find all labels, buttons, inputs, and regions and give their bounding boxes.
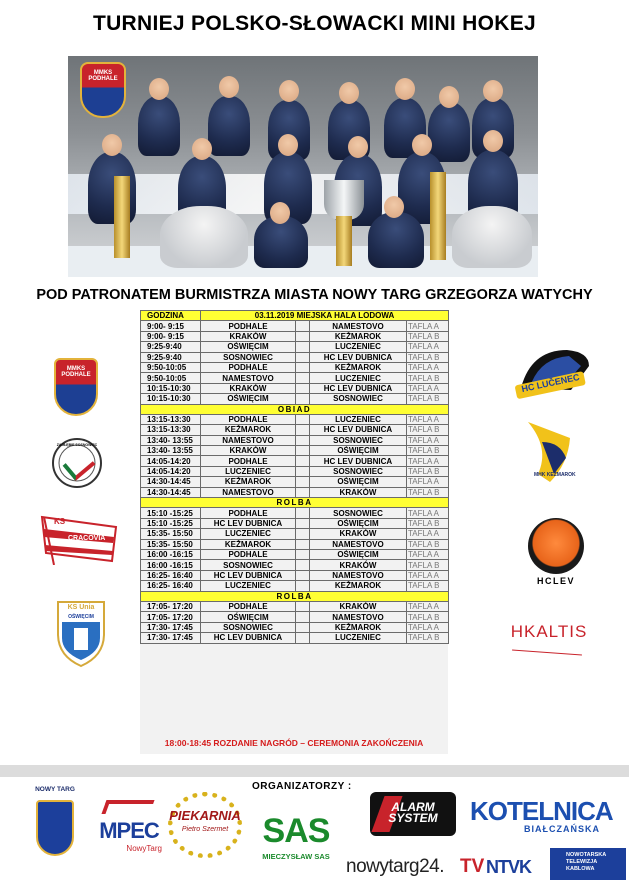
vs-cell xyxy=(296,362,310,372)
player xyxy=(368,212,424,268)
vs-cell xyxy=(296,633,310,643)
rink-label: TAFLA B xyxy=(407,373,449,383)
player-head xyxy=(339,82,359,104)
rink-label: TAFLA A xyxy=(407,508,449,518)
rink-label: TAFLA B xyxy=(407,487,449,497)
cup-icon xyxy=(324,180,364,220)
away-team: SOSNOWIEC xyxy=(310,435,407,445)
schedule-row xyxy=(141,477,449,487)
patronage-line: POD PATRONATEM BURMISTRZA MIASTA NOWY TARG GRZEGORZA WATYCHY xyxy=(36,287,593,303)
vs-cell xyxy=(296,383,310,393)
player-head xyxy=(412,134,432,156)
vs-cell xyxy=(296,560,310,570)
zaglebie-logo: ZAGŁĘBIE SOSNOWIEC xyxy=(52,438,102,488)
home-team: LUCZENIEC xyxy=(201,581,296,591)
home-team: PODHALE xyxy=(201,414,296,424)
podhale-badge-photo: MMKS PODHALE xyxy=(80,62,126,118)
away-team: SOSNOWIEC xyxy=(310,466,407,476)
home-team: HC LEV DUBNICA xyxy=(201,518,296,528)
rink-label: TAFLA B xyxy=(407,633,449,643)
rink-label: TAFLA B xyxy=(407,518,449,528)
home-team: OŚWIĘCIM xyxy=(201,394,296,404)
schedule-grid xyxy=(140,310,449,644)
kezmarok-logo: MHK KEŽMAROK xyxy=(520,418,580,490)
match-time: 9:00- 9:15 xyxy=(141,321,201,331)
kezmarok-knight-icon xyxy=(520,418,580,490)
match-time: 14:30-14:45 xyxy=(141,487,201,497)
rink-label: TAFLA A xyxy=(407,601,449,611)
match-time: 13:15-13:30 xyxy=(141,425,201,435)
away-team: NAMESTOVO xyxy=(310,612,407,622)
schedule-row xyxy=(141,539,449,549)
vs-cell xyxy=(296,456,310,466)
away-team: LUCZENIEC xyxy=(310,373,407,383)
match-time: 17:05- 17:20 xyxy=(141,601,201,611)
rink-label: TAFLA B xyxy=(407,352,449,362)
player-head xyxy=(149,78,169,100)
away-team: OŚWIĘCIM xyxy=(310,518,407,528)
home-team: PODHALE xyxy=(201,362,296,372)
rink-label: TAFLA B xyxy=(407,581,449,591)
match-time: 15:35- 15:50 xyxy=(141,529,201,539)
away-team: NAMESTOVO xyxy=(310,321,407,331)
match-time: 16:00 -16:15 xyxy=(141,560,201,570)
schedule-row xyxy=(141,508,449,518)
closing-ceremony: 18:00-18:45 ROZDANIE NAGRÓD – CEREMONIA ZAKOŃCZENIA xyxy=(164,738,424,748)
roof-icon xyxy=(101,800,154,814)
home-team: KRAKÓW xyxy=(201,331,296,341)
schedule-row xyxy=(141,487,449,497)
home-team: KEŽMAROK xyxy=(201,539,296,549)
sas-logo: SAS MIECZYSŁAW SAS xyxy=(262,812,330,861)
vs-cell xyxy=(296,373,310,383)
player-head xyxy=(395,78,415,100)
away-team: KEŽMAROK xyxy=(310,581,407,591)
schedule-row xyxy=(141,518,449,528)
player-head xyxy=(270,202,290,224)
home-team: NAMESTOVO xyxy=(201,487,296,497)
home-team: PODHALE xyxy=(201,321,296,331)
footer-divider xyxy=(0,765,629,777)
away-team: KRAKÓW xyxy=(310,487,407,497)
match-time: 17:30- 17:45 xyxy=(141,622,201,632)
away-team: HC LEV DUBNICA xyxy=(310,383,407,393)
trophy-icon xyxy=(114,176,130,258)
lion-icon xyxy=(528,518,584,574)
mpec-logo: MPEC NowyTarg xyxy=(96,800,162,858)
away-team: OŚWIĘCIM xyxy=(310,446,407,456)
vs-cell xyxy=(296,581,310,591)
rink-label: TAFLA B xyxy=(407,466,449,476)
header-date-venue: 03.11.2019 MIEJSKA HALA LODOWA xyxy=(201,311,449,321)
organizers-label: ORGANIZATORZY : xyxy=(252,781,352,792)
away-team: OŚWIĘCIM xyxy=(310,477,407,487)
trophy-icon xyxy=(430,172,446,260)
away-team: KEŽMAROK xyxy=(310,331,407,341)
player-head xyxy=(279,80,299,102)
rink-label: TAFLA B xyxy=(407,425,449,435)
match-time: 17:30- 17:45 xyxy=(141,633,201,643)
player-head xyxy=(219,76,239,98)
break-label: ROLBA xyxy=(141,591,449,601)
home-team: HC LEV DUBNICA xyxy=(201,570,296,580)
rink-label: TAFLA A xyxy=(407,622,449,632)
home-team: KEŽMAROK xyxy=(201,477,296,487)
home-team: OŚWIĘCIM xyxy=(201,342,296,352)
away-team: SOSNOWIEC xyxy=(310,394,407,404)
away-team: LUCZENIEC xyxy=(310,633,407,643)
schedule-row xyxy=(141,549,449,559)
goalie-pads xyxy=(160,206,248,268)
away-team: HC LEV DUBNICA xyxy=(310,425,407,435)
rink-label: TAFLA A xyxy=(407,414,449,424)
away-team: KEŽMAROK xyxy=(310,622,407,632)
schedule-body xyxy=(141,311,449,644)
away-team: SOSNOWIEC xyxy=(310,508,407,518)
home-team: PODHALE xyxy=(201,601,296,611)
goalie-pads xyxy=(452,206,532,268)
player-head xyxy=(192,138,212,160)
schedule-row xyxy=(141,633,449,643)
away-team: HC LEV DUBNICA xyxy=(310,352,407,362)
schedule-break-row xyxy=(141,404,449,414)
vs-cell xyxy=(296,342,310,352)
match-time: 9:25-9:40 xyxy=(141,352,201,362)
away-team: OŚWIĘCIM xyxy=(310,549,407,559)
vs-cell xyxy=(296,622,310,632)
schedule-row xyxy=(141,560,449,570)
player xyxy=(138,96,180,156)
away-team: KRAKÓW xyxy=(310,601,407,611)
schedule-row xyxy=(141,414,449,424)
schedule-row xyxy=(141,466,449,476)
schedule-row xyxy=(141,373,449,383)
home-team: NAMESTOVO xyxy=(201,373,296,383)
vs-cell xyxy=(296,487,310,497)
vs-cell xyxy=(296,570,310,580)
vs-cell xyxy=(296,529,310,539)
home-team: KRAKÓW xyxy=(201,383,296,393)
home-team: SOSNOWIEC xyxy=(201,622,296,632)
vs-cell xyxy=(296,466,310,476)
nowytarg24-logo: nowytarg24. TV NTVK xyxy=(346,856,531,877)
match-time: 16:25- 16:40 xyxy=(141,581,201,591)
vs-cell xyxy=(296,549,310,559)
rink-label: TAFLA B xyxy=(407,560,449,570)
schedule-row xyxy=(141,435,449,445)
schedule-row xyxy=(141,394,449,404)
rink-label: TAFLA A xyxy=(407,570,449,580)
match-time: 16:00 -16:15 xyxy=(141,549,201,559)
vs-cell xyxy=(296,508,310,518)
team-photo xyxy=(68,56,538,277)
vs-cell xyxy=(296,612,310,622)
schedule-row xyxy=(141,529,449,539)
hkaltis-underline xyxy=(512,650,582,656)
break-label: ROLBA xyxy=(141,498,449,508)
match-time: 9:50-10:05 xyxy=(141,373,201,383)
schedule-break-row xyxy=(141,498,449,508)
vs-cell xyxy=(296,601,310,611)
match-time: 15:35- 15:50 xyxy=(141,539,201,549)
match-time: 9:50-10:05 xyxy=(141,362,201,372)
player-head xyxy=(483,130,503,152)
rink-label: TAFLA A xyxy=(407,549,449,559)
home-team: KEŽMAROK xyxy=(201,425,296,435)
match-time: 10:15-10:30 xyxy=(141,383,201,393)
rink-label: TAFLA B xyxy=(407,446,449,456)
schedule-header-row xyxy=(141,311,449,321)
player xyxy=(208,96,250,156)
away-team: LUCZENIEC xyxy=(310,342,407,352)
schedule-break-row xyxy=(141,591,449,601)
away-team: KRAKÓW xyxy=(310,529,407,539)
schedule-row xyxy=(141,622,449,632)
ntk-logo: NOWOTARSKA TELEWIZJA KABLOWA xyxy=(550,848,626,880)
match-time: 9:25-9:40 xyxy=(141,342,201,352)
vs-cell xyxy=(296,435,310,445)
player-head xyxy=(278,134,298,156)
home-team: SOSNOWIEC xyxy=(201,560,296,570)
rink-label: TAFLA B xyxy=(407,331,449,341)
match-time: 15:10 -15:25 xyxy=(141,518,201,528)
match-time: 15:10 -15:25 xyxy=(141,508,201,518)
rink-label: TAFLA A xyxy=(407,435,449,445)
rink-label: TAFLA A xyxy=(407,321,449,331)
rink-label: TAFLA B xyxy=(407,394,449,404)
schedule-row xyxy=(141,601,449,611)
away-team: KRAKÓW xyxy=(310,560,407,570)
unia-logo: KS Unia OŚWIĘCIM xyxy=(54,600,108,668)
kotelnica-logo: KOTELNICA BIAŁCZAŃSKA xyxy=(470,796,613,834)
match-time: 10:15-10:30 xyxy=(141,394,201,404)
rink-label: TAFLA A xyxy=(407,342,449,352)
home-team: HC LEV DUBNICA xyxy=(201,633,296,643)
player-head xyxy=(348,136,368,158)
schedule-row xyxy=(141,383,449,393)
home-team: KRAKÓW xyxy=(201,446,296,456)
player-head xyxy=(483,80,503,102)
vs-cell xyxy=(296,414,310,424)
vs-cell xyxy=(296,331,310,341)
rink-label: TAFLA B xyxy=(407,539,449,549)
schedule-row xyxy=(141,352,449,362)
player-head xyxy=(439,86,459,108)
schedule-row xyxy=(141,570,449,580)
vs-cell xyxy=(296,394,310,404)
nowytarg-crest: NOWY TARG xyxy=(30,786,80,866)
rink-label: TAFLA A xyxy=(407,477,449,487)
schedule-row xyxy=(141,342,449,352)
vs-cell xyxy=(296,446,310,456)
vs-cell xyxy=(296,321,310,331)
poster-title: TURNIEJ POLSKO-SŁOWACKI MINI HOKEJ xyxy=(92,12,537,35)
away-team: LUCZENIEC xyxy=(310,414,407,424)
rink-label: TAFLA B xyxy=(407,612,449,622)
home-team: NAMESTOVO xyxy=(201,435,296,445)
away-team: KEŽMAROK xyxy=(310,362,407,372)
cracovia-logo: KS CRACOVIA xyxy=(40,515,118,565)
schedule-table xyxy=(140,310,448,754)
away-team: HC LEV DUBNICA xyxy=(310,456,407,466)
alarm-system-logo: ALARM SYSTEM xyxy=(370,792,456,836)
match-time: 17:05- 17:20 xyxy=(141,612,201,622)
hkaltis-logo: HKALTIS xyxy=(508,612,590,668)
match-time: 13:40- 13:55 xyxy=(141,435,201,445)
vs-cell xyxy=(296,539,310,549)
hclev-logo: HCLEV xyxy=(524,518,588,588)
schedule-row xyxy=(141,581,449,591)
match-time: 16:25- 16:40 xyxy=(141,570,201,580)
home-team: OŚWIĘCIM xyxy=(201,612,296,622)
wreath-icon xyxy=(168,792,242,858)
match-time: 13:15-13:30 xyxy=(141,414,201,424)
rink-label: TAFLA A xyxy=(407,529,449,539)
crest-icon xyxy=(36,800,74,856)
schedule-row xyxy=(141,331,449,341)
break-label: OBIAD xyxy=(141,404,449,414)
player xyxy=(428,102,470,162)
schedule-row xyxy=(141,446,449,456)
home-team: PODHALE xyxy=(201,549,296,559)
trophy-icon xyxy=(336,216,352,266)
lucenec-logo: HC LUČENEC xyxy=(511,344,593,400)
vs-cell xyxy=(296,352,310,362)
vs-cell xyxy=(296,518,310,528)
schedule-row xyxy=(141,425,449,435)
rink-label: TAFLA A xyxy=(407,362,449,372)
schedule-row xyxy=(141,362,449,372)
match-time: 14:30-14:45 xyxy=(141,477,201,487)
rink-label: TAFLA A xyxy=(407,456,449,466)
away-team: NAMESTOVO xyxy=(310,539,407,549)
vs-cell xyxy=(296,425,310,435)
away-team: NAMESTOVO xyxy=(310,570,407,580)
vs-cell xyxy=(296,477,310,487)
match-time: 14:05-14:20 xyxy=(141,456,201,466)
podhale-logo: MMKS PODHALE xyxy=(54,358,98,416)
rink-label: TAFLA A xyxy=(407,383,449,393)
schedule-row xyxy=(141,456,449,466)
home-team: LUCZENIEC xyxy=(201,466,296,476)
match-time: 14:05-14:20 xyxy=(141,466,201,476)
home-team: LUCZENIEC xyxy=(201,529,296,539)
home-team: SOSNOWIEC xyxy=(201,352,296,362)
player-head xyxy=(384,196,404,218)
header-time: GODZINA xyxy=(141,311,201,321)
home-team: PODHALE xyxy=(201,456,296,466)
schedule-row xyxy=(141,321,449,331)
piekarnia-logo: PIEKARNIA Pietro Szermet xyxy=(164,790,246,862)
player-head xyxy=(102,134,122,156)
schedule-row xyxy=(141,612,449,622)
match-time: 9:00- 9:15 xyxy=(141,331,201,341)
home-team: PODHALE xyxy=(201,508,296,518)
match-time: 13:40- 13:55 xyxy=(141,446,201,456)
